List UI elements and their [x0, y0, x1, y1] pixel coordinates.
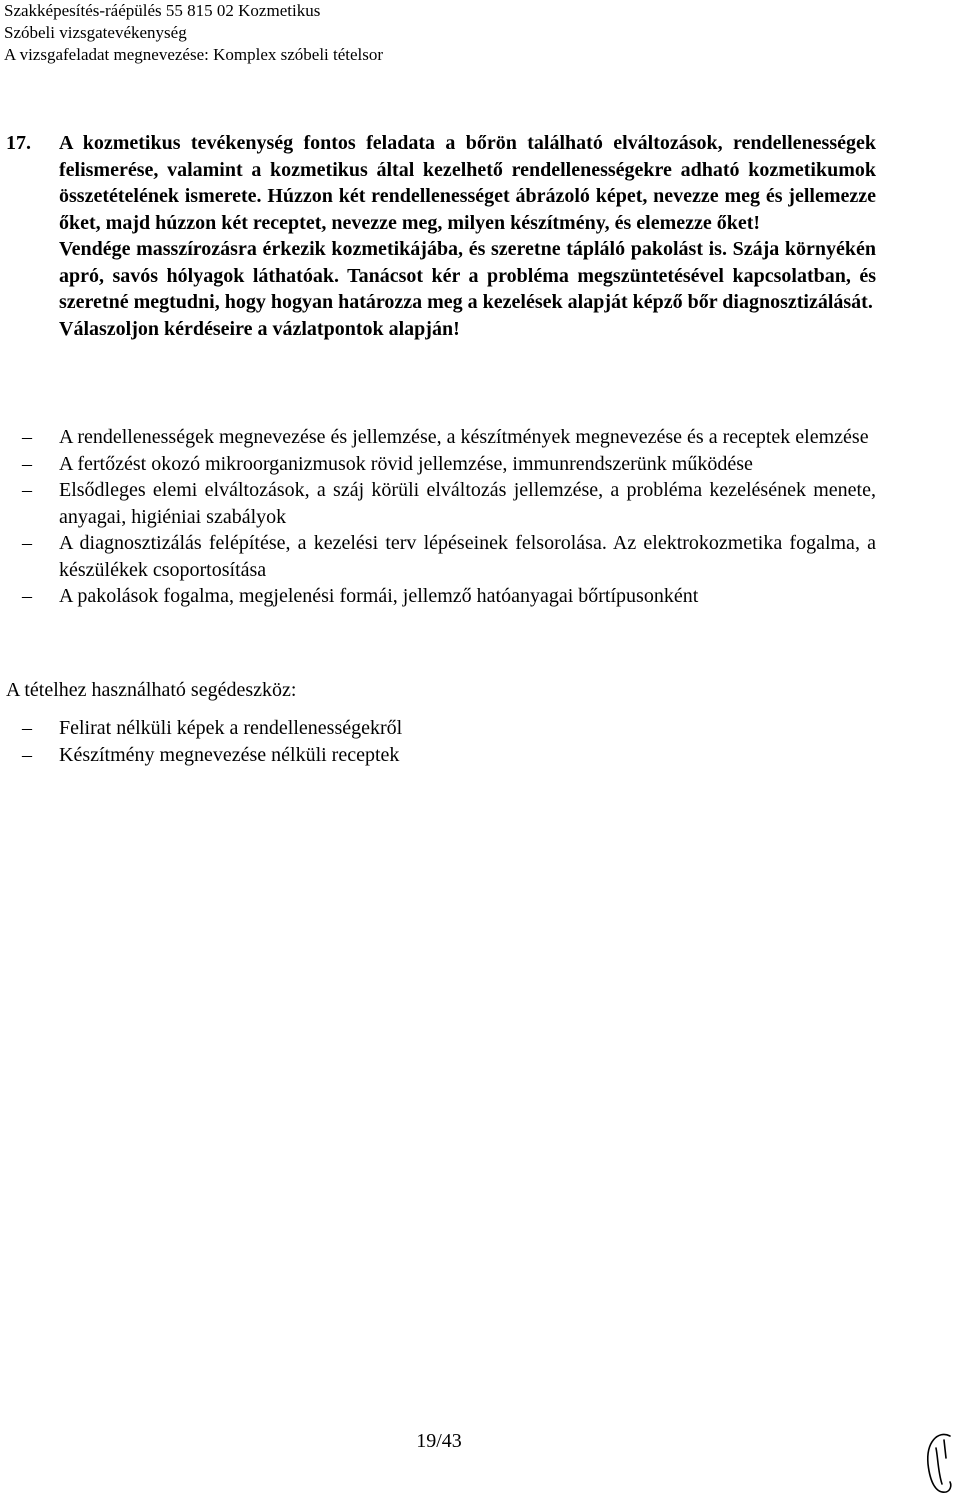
header-exam-activity: Szóbeli vizsgatevékenység	[4, 23, 187, 42]
outline-item-text: A rendellenességek megnevezése és jellemzése, a készítmények megnevezése és a receptek elemzése	[59, 426, 869, 448]
dash-bullet: –	[22, 426, 32, 448]
dash-bullet: –	[22, 452, 32, 475]
outline-item	[22, 451, 876, 478]
outline-item	[22, 424, 876, 451]
page-number: 19/43	[416, 1430, 462, 1452]
question-paragraph-3: Válaszoljon kérdéseire a vázlatpontok alapján!	[59, 317, 460, 340]
question-block	[6, 130, 876, 342]
dash-bullet: –	[22, 479, 32, 501]
dash-bullet: –	[22, 743, 32, 766]
tools-list	[22, 715, 876, 768]
question-body	[59, 130, 876, 342]
document-header	[4, 0, 383, 66]
outline-list	[22, 424, 876, 610]
tool-item	[22, 715, 876, 742]
outline-item	[22, 477, 876, 530]
outline-item-text: A diagnosztizálás felépítése, a kezelési terv lépéseinek felsorolása. Az elektrokozmetika fogalma, a készülékek csoportosítása	[59, 532, 876, 581]
dash-bullet: –	[22, 717, 32, 739]
dash-bullet: –	[22, 585, 32, 607]
question-number: 17.	[6, 132, 31, 154]
tool-item	[22, 742, 876, 769]
outline-item-text: Elsődleges elemi elváltozások, a száj körüli elváltozás jellemzése, a probléma kezelésének menete, anyagai, higiéniai szabályok	[59, 479, 876, 528]
header-qualification: Szakképesítés-ráépülés 55 815 02 Kozmetikus	[4, 1, 321, 20]
handwritten-signature	[920, 1428, 958, 1500]
outline-item-text: A fertőzést okozó mikroorganizmusok rövid jellemzése, immunrendszerünk működése	[59, 452, 753, 475]
dash-bullet: –	[22, 532, 32, 554]
question-paragraph-2: Vendége masszírozásra érkezik kozmetikájába, és szeretne tápláló pakolást is. Szája környékén apró, savós hólyagok láthatóak. Tanácsot kér a probléma megszüntetésével kapcsolatban, és szeretné megtudni, hogy hogyan határozza meg a kezelések alapját képző bőr diagnosztizálását.	[59, 238, 876, 313]
tool-item-text: Készítmény megnevezése nélküli receptek	[59, 743, 400, 766]
outline-item	[22, 583, 876, 610]
header-task-name: A vizsgafeladat megnevezése: Komplex szóbeli tételsor	[4, 45, 384, 64]
outline-item	[22, 530, 876, 583]
tools-title: A tételhez használható segédeszköz:	[6, 679, 297, 701]
question-paragraph-1: A kozmetikus tevékenység fontos feladata a bőrön található elváltozások, rendellenességek felismerése, valamint a kozmetikus által kezelhető rendellenességekre adható kozmetikumok összetételének ismerete. Húzzon két rendellenességet ábrázoló képet, nevezze meg és jellemezze őket, majd húzzon két receptet, nevezze meg, milyen készítmény, és elemezze őket!	[59, 132, 876, 234]
outline-item-text: A pakolások fogalma, megjelenési formái, jellemző hatóanyagai bőrtípusonként	[59, 585, 699, 607]
tool-item-text: Felirat nélküli képek a rendellenességekről	[59, 717, 403, 739]
